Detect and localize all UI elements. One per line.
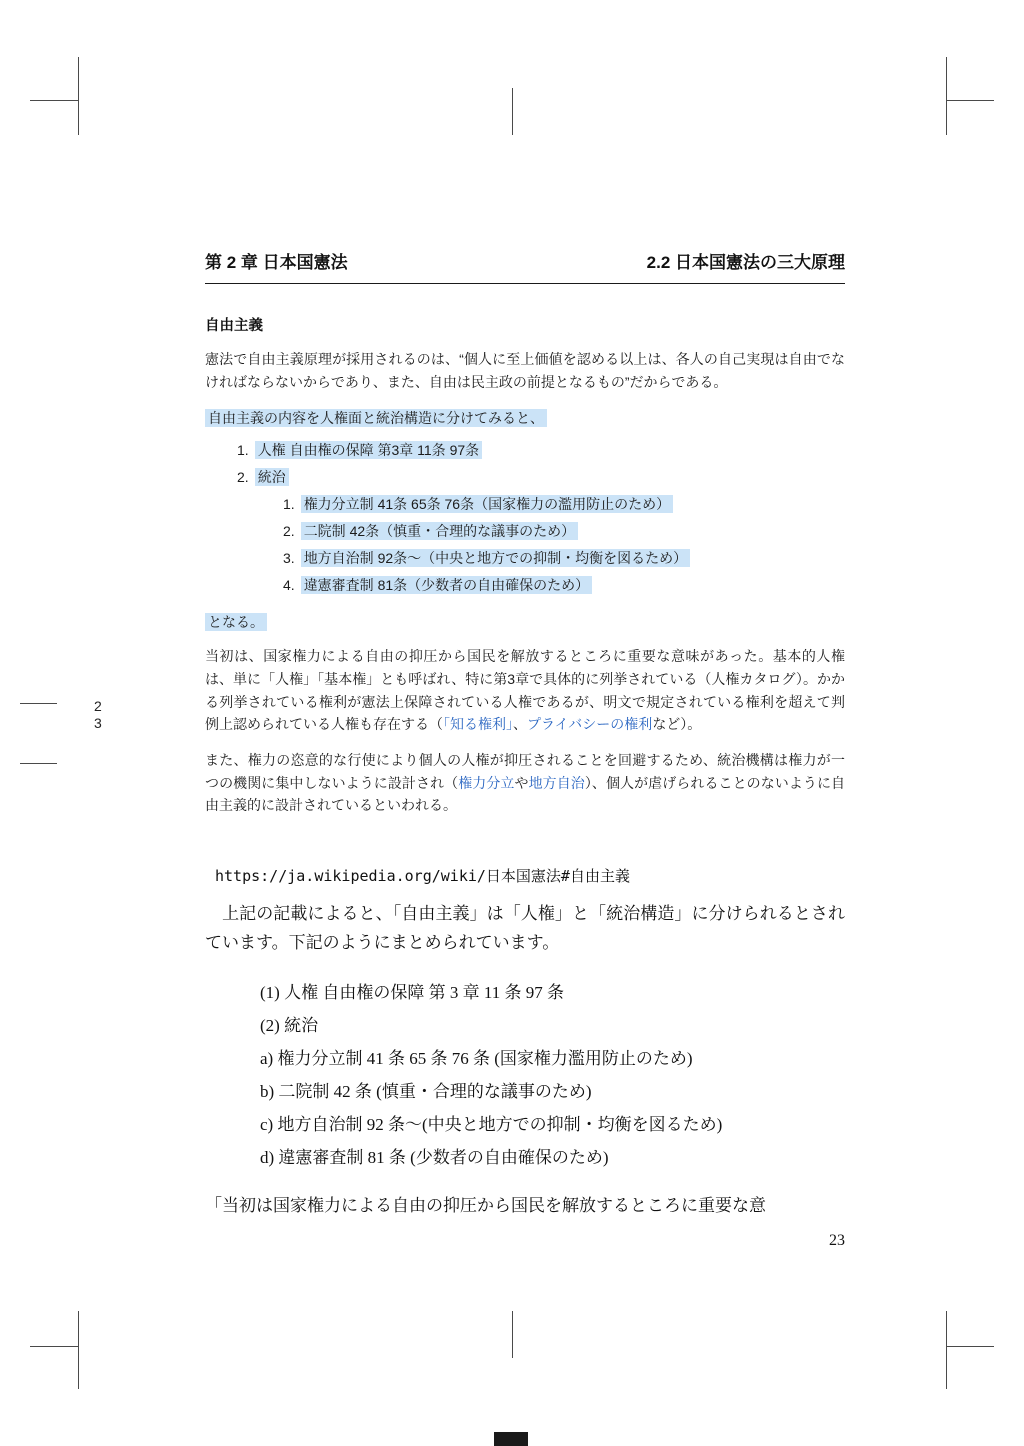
commentary-list-item: (1) 人権 自由権の保障 第 3 章 11 条 97 条 (260, 982, 564, 1002)
list-item (205, 437, 845, 464)
crop-mark-bottom-left-horizontal (30, 1346, 78, 1347)
commentary-section (205, 865, 845, 1221)
list-number: 1. (283, 496, 295, 513)
highlighted-text: 自由主義の内容を人権面と統治構造に分けてみると、 (205, 409, 547, 427)
crop-mark-top-left-vertical (78, 57, 79, 135)
commentary-tail-paragraph: 「当初は国家権力による自由の抑圧から国民を解放するところに重要な意 (205, 1195, 766, 1215)
link-right-to-know[interactable]: 「知る権利」 (443, 716, 513, 733)
highlighted-text: 権力分立制 41条 65条 76条（国家権力の濫用防止のため） (301, 495, 673, 513)
margin-page-marker (94, 698, 102, 732)
sublist-item (205, 518, 845, 545)
list-number: 2. (237, 469, 249, 486)
crop-mark-top-center (512, 88, 513, 135)
commentary-list-item: c) 地方自治制 92 条〜(中央と地方での抑制・均衡を図るため) (260, 1114, 723, 1134)
crop-mark-bottom-center (512, 1311, 513, 1358)
link-privacy-right[interactable]: プライバシーの権利 (527, 716, 653, 733)
sublist-item (205, 545, 845, 572)
sublist-item (205, 491, 845, 518)
wiki-heading-liberalism: 自由主義 (205, 318, 263, 334)
section-title: 2.2 日本国憲法の三大原理 (646, 253, 845, 272)
crop-mark-bottom-right-horizontal (946, 1346, 994, 1347)
commentary-list-item: b) 二院制 42 条 (慎重・合理的な議事のため) (260, 1081, 592, 1101)
text-segment: や (514, 774, 529, 791)
list-item (205, 464, 845, 491)
list-number: 2. (283, 523, 295, 540)
crop-mark-left-middle-upper (20, 703, 57, 704)
crop-mark-bottom-right-vertical (946, 1311, 947, 1389)
highlighted-text: 人権 自由権の保障 第3章 11条 97条 (255, 441, 482, 459)
wiki-tail-line (205, 612, 845, 632)
list-number: 3. (283, 550, 295, 567)
text-segment: 、 (513, 716, 527, 733)
wiki-lead-line (205, 408, 845, 428)
commentary-list-item: (2) 統治 (260, 1015, 319, 1035)
text-segment: 当初は、国家権力による自由の抑圧から国民を解放するところに重要な意味があった。基本的人権は、単に「人権」「基本権」とも呼ばれ、特に第3章で具体的に列挙されている（人権カタログ）。かかる列挙されている権利が憲法上保障されている人権であるが、明文で規定されている権利を超えて判例上認められている人権も存在する（ (205, 648, 845, 733)
wiki-outline-list (205, 437, 845, 599)
crop-mark-top-right-horizontal (946, 100, 994, 101)
crop-mark-top-right-vertical (946, 57, 947, 135)
wiki-paragraph-intro: 憲法で自由主義原理が採用されるのは、“個人に至上価値を認める以上は、各人の自己実現は自由でなければならないからであり、また、自由は民主政の前提となるもの”だからである。 (205, 351, 845, 390)
page-number: 23 (829, 1232, 845, 1249)
commentary-list (205, 976, 845, 1174)
highlighted-text: となる。 (205, 613, 267, 631)
highlighted-text: 地方自治制 92条〜（中央と地方での抑制・均衡を図るため） (301, 549, 690, 567)
wiki-paragraph-rights (205, 645, 845, 736)
commentary-list-item: d) 違憲審査制 81 条 (少数者の自由確保のため) (260, 1147, 609, 1167)
crop-mark-bottom-left-vertical (78, 1311, 79, 1389)
list-number: 4. (283, 577, 295, 594)
commentary-lead-paragraph: 上記の記載によると、「自由主義」は「人権」と「統治構造」に分けられるとされています。下記のようにまとめられています。 (205, 904, 845, 952)
chapter-title: 第 2 章 日本国憲法 (205, 253, 348, 272)
running-header (205, 248, 845, 284)
text-segment: など）。 (652, 716, 702, 733)
highlighted-text: 違憲審査制 81条（少数者の自由確保のため） (301, 576, 592, 594)
margin-marker-digit: 3 (94, 715, 102, 731)
text-segment: ）、個人が虐げられることのないように自由主義的に設計されているといわれる。 (205, 774, 846, 814)
content-column (205, 248, 845, 1238)
sublist-item (205, 572, 845, 599)
margin-marker-digit: 2 (94, 698, 102, 714)
highlighted-text: 統治 (255, 468, 289, 486)
list-number: 1. (237, 442, 249, 459)
highlighted-text: 二院制 42条（慎重・合理的な議事のため） (301, 522, 578, 540)
commentary-list-item: a) 権力分立制 41 条 65 条 76 条 (国家権力濫用防止のため) (260, 1048, 693, 1068)
wiki-paragraph-structure (205, 749, 845, 817)
source-url[interactable]: https://ja.wikipedia.org/wiki/日本国憲法#自由主義 (215, 867, 630, 886)
crop-mark-top-left-horizontal (30, 100, 78, 101)
link-local-autonomy[interactable]: 地方自治 (528, 774, 585, 791)
link-separation-of-powers[interactable]: 権力分立 (458, 774, 515, 791)
crop-mark-left-middle-lower (20, 763, 57, 764)
bottom-center-ink-block (494, 1432, 528, 1446)
text-segment: また、権力の恣意的な行使により個人の人権が抑圧されることを回避するため、統治機構は権力が一つの機関に集中しないように設計され（ (205, 752, 845, 791)
